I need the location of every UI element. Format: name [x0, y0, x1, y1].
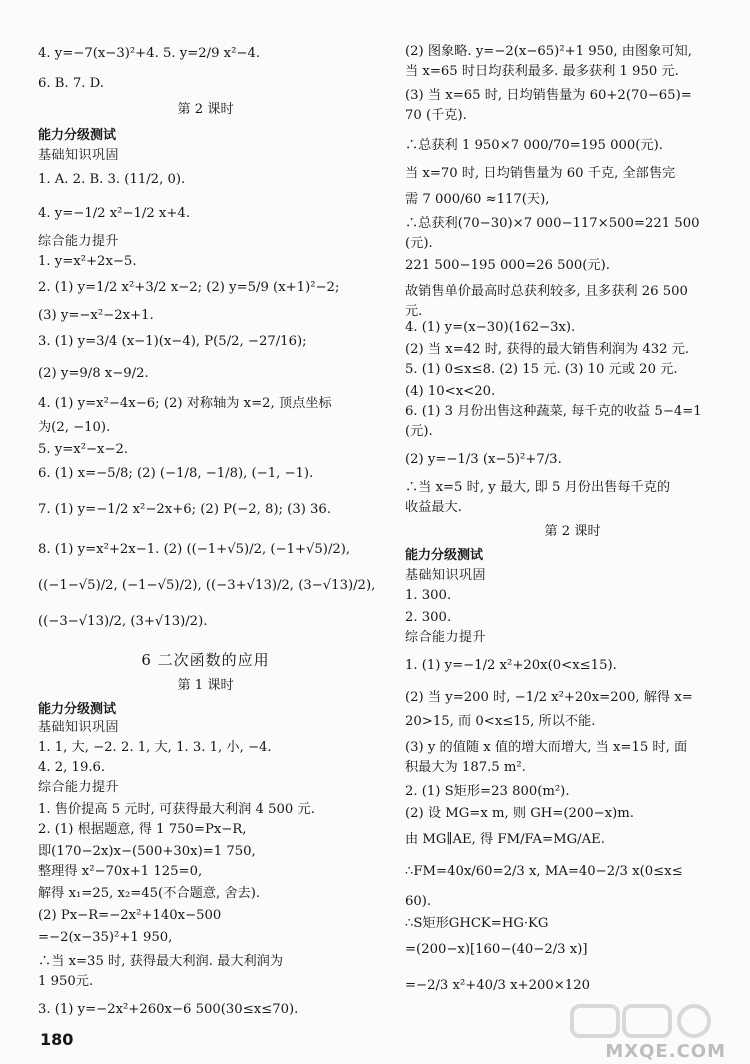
answer-line: 4. (1) y=x²−4x−6; (2) 对称轴为 x=2, 顶点坐标: [38, 396, 332, 411]
lesson-title: 第 2 课时: [544, 524, 601, 539]
answer-line: =−2(x−35)²+1 950,: [38, 930, 173, 945]
answer-line: 4. (1) y=(x−30)(162−3x).: [405, 320, 576, 335]
page-number: 180: [40, 1030, 74, 1049]
answer-line: (2) y=−1/3 (x−5)²+7/3.: [405, 452, 562, 467]
answer-line: ∴总获利 1 950×7 000/70=195 000(元).: [405, 138, 663, 153]
answer-line: 1. 1, 大, −2. 2. 1, 大, 1. 3. 1, 小, −4.: [38, 740, 272, 755]
answer-line: 即(170−2x)x−(500+30x)=1 750,: [38, 844, 256, 859]
chapter-title: 6 二次函数的应用: [141, 651, 270, 669]
answer-line: (3) y 的值随 x 值的增大而增大, 当 x=15 时, 面: [405, 740, 688, 755]
answer-line: (元).: [405, 236, 433, 251]
answer-line: (2) 当 y=200 时, −1/2 x²+20x=200, 解得 x=: [405, 690, 693, 705]
subsection-heading: 综合能力提升: [405, 630, 487, 645]
answer-line: (2) y=9/8 x−9/2.: [38, 366, 149, 381]
answer-line: 1 950元.: [38, 974, 94, 989]
answer-line: 3. (1) y=−2x²+260x−6 500(30≤x≤70).: [38, 1002, 299, 1017]
answer-line: 积最大为 187.5 m².: [405, 760, 526, 775]
answer-line: 6. (1) 3 月份出售这种蔬菜, 每千克的收益 5−4=1: [405, 404, 702, 419]
answer-line: 解得 x₁=25, x₂=45(不合题意, 舍去).: [38, 886, 261, 901]
lesson-title: 第 1 课时: [177, 678, 234, 693]
answer-line: 当 x=70 时, 日均销售量为 60 千克, 全部售完: [405, 166, 676, 181]
answer-line: ∴FM=40x/60=2/3 x, MA=40−2/3 x(0≤x≤: [405, 864, 683, 879]
answer-line: ∴总获利(70−30)×7 000−117×500=221 500: [405, 216, 700, 231]
answer-line: (2) 当 x=42 时, 获得的最大销售利润为 432 元.: [405, 342, 690, 357]
answer-line: (2) 设 MG=x m, 则 GH=(200−x)m.: [405, 806, 634, 821]
answer-line: (元).: [405, 424, 433, 439]
answer-line: =(200−x)[160−(40−2/3 x)]: [405, 942, 588, 957]
answer-line: 4. y=−1/2 x²−1/2 x+4.: [38, 206, 190, 221]
answer-line: 2. (1) S矩形=23 800(m²).: [405, 784, 570, 799]
answer-line: =−2/3 x²+40/3 x+200×120: [405, 978, 590, 993]
answer-line: 6. (1) x=−5/8; (2) (−1/8, −1/8), (−1, −1).: [38, 466, 314, 481]
answer-line: 60).: [405, 894, 432, 909]
answer-line: 7. (1) y=−1/2 x²−2x+6; (2) P(−2, 8); (3) 36.: [38, 502, 332, 517]
answer-line: ((−1−√5)/2, (−1−√5)/2), ((−3+√13)/2, (3−√13)/2),: [38, 578, 376, 593]
answer-line: 8. (1) y=x²+2x−1. (2) ((−1+√5)/2, (−1+√5)/2),: [38, 542, 351, 557]
answer-line: 1. y=x²+2x−5.: [38, 254, 137, 269]
answer-line: 2. (1) y=1/2 x²+3/2 x−2; (2) y=5/9 (x+1)²−2;: [38, 280, 340, 295]
section-heading: 能力分级测试: [38, 702, 117, 717]
answer-line: 3. (1) y=3/4 (x−1)(x−4), P(5/2, −27/16);: [38, 334, 307, 349]
section-heading: 能力分级测试: [38, 128, 117, 143]
section-heading: 能力分级测试: [405, 548, 484, 563]
answer-line: 5. y=x²−x−2.: [38, 442, 129, 457]
answer-line: ((−3−√13)/2, (3+√13)/2).: [38, 614, 208, 629]
answer-line: 70 (千克).: [405, 108, 467, 123]
answer-line: 5. (1) 0≤x≤8. (2) 15 元. (3) 10 元或 20 元.: [405, 362, 678, 377]
answer-line: 4. y=−7(x−3)²+4. 5. y=2/9 x²−4.: [38, 46, 261, 61]
watermark-text: MXQE.COM: [605, 1041, 726, 1062]
answer-line: 元.: [405, 304, 423, 319]
answer-line: (2) Px−R=−2x²+140x−500: [38, 908, 222, 923]
answer-line: 6. B. 7. D.: [38, 76, 104, 91]
answer-line: 1. 300.: [405, 588, 452, 603]
answer-line: ∴当 x=5 时, y 最大, 即 5 月份出售每千克的: [405, 480, 671, 495]
answer-line: 2. 300.: [405, 610, 452, 625]
answer-line: 1. (1) y=−1/2 x²+20x(0<x≤15).: [405, 658, 617, 673]
lesson-title: 第 2 课时: [177, 102, 234, 117]
answer-line: 需 7 000/60 ≈117(天),: [405, 192, 550, 207]
subsection-heading: 综合能力提升: [38, 780, 120, 795]
answer-line: ∴当 x=35 时, 获得最大利润. 最大利润为: [38, 954, 284, 969]
subsection-heading: 基础知识巩固: [405, 568, 487, 583]
answer-line: 收益最大.: [405, 500, 462, 515]
answer-line: 4. 2, 19.6.: [38, 760, 106, 775]
subsection-heading: 基础知识巩固: [38, 720, 120, 735]
answer-line: (3) 当 x=65 时, 日均销售量为 60+2(70−65)=: [405, 88, 692, 103]
answer-line: 1. A. 2. B. 3. (11/2, 0).: [38, 172, 186, 187]
answer-line: (2) 图象略. y=−2(x−65)²+1 950, 由图象可知,: [405, 44, 692, 59]
answer-line: 整理得 x²−70x+1 125=0,: [38, 864, 203, 879]
answer-line: 2. (1) 根据题意, 得 1 750=Px−R,: [38, 822, 247, 837]
answer-line: 221 500−195 000=26 500(元).: [405, 258, 610, 273]
answer-line: (4) 10<x<20.: [405, 384, 496, 399]
answer-line: (3) y=−x²−2x+1.: [38, 308, 154, 323]
subsection-heading: 综合能力提升: [38, 234, 120, 249]
answer-line: 故销售单价最高时总获利较多, 且多获利 26 500: [405, 284, 688, 299]
answer-line: ∴S矩形GHCK=HG·KG: [405, 916, 549, 931]
answer-line: 为(2, −10).: [38, 420, 111, 435]
answer-line: 20>15, 而 0<x≤15, 所以不能.: [405, 714, 596, 729]
subsection-heading: 基础知识巩固: [38, 148, 120, 163]
answer-line: 由 MG∥AE, 得 FM/FA=MG/AE.: [405, 832, 605, 847]
answer-line: 1. 售价提高 5 元时, 可获得最大利润 4 500 元.: [38, 802, 315, 817]
answer-line: 当 x=65 时日均获利最多. 最多获利 1 950 元.: [405, 64, 679, 79]
